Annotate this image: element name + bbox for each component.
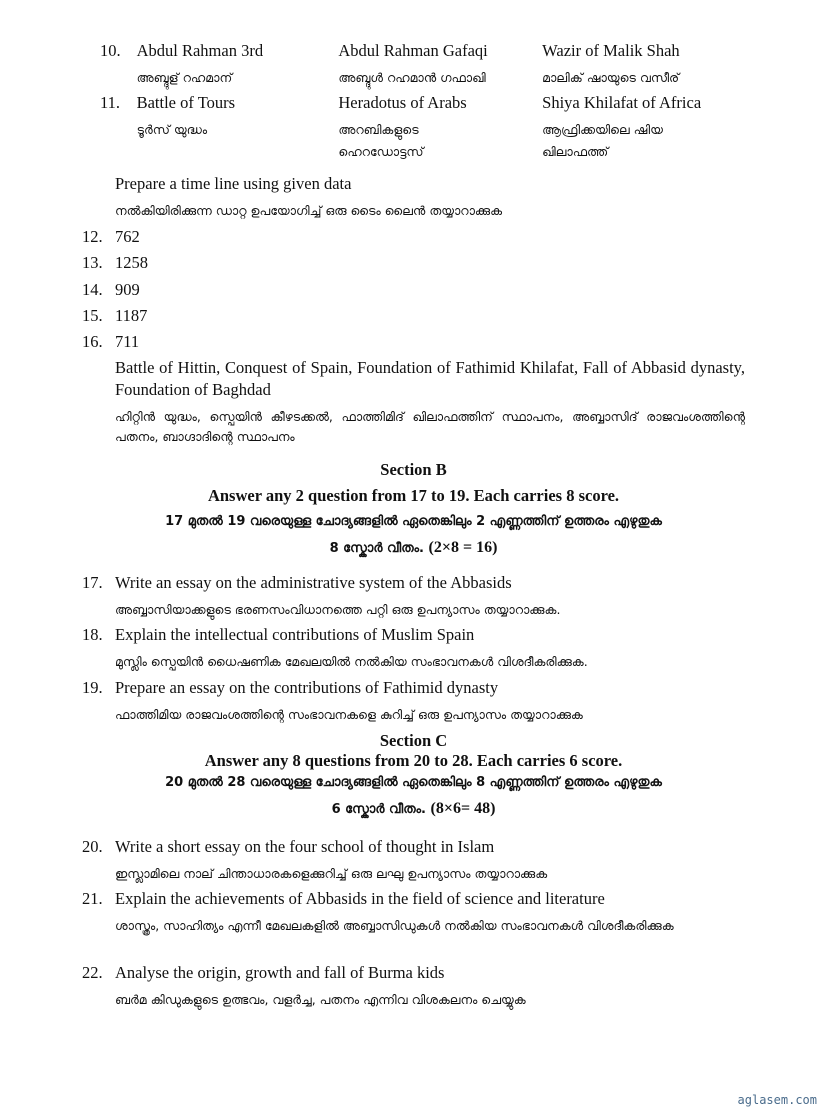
row-number: 11. <box>100 93 121 112</box>
timeline-instruction-ml: നൽകിയിരിക്കുന്ന ഡാറ്റ ഉപയോഗിച്ച് ഒരു ടൈം ലൈൻ തയ്യാറാക്കുക <box>115 203 503 218</box>
question-ml: മുസ്ലിം സ്പെയിൻ ധൈഷണിക മേഖലയിൽ നൽകിയ സംഭാവനകൾ വിശദീകരിക്കുക. <box>115 654 588 669</box>
timeline-options: Battle of Hittin, Conquest of Spain, Foundation of Fathimid Khilafat, Fall of Abbasid dynasty, Foundation of Baghdad <box>115 358 745 399</box>
table-row <box>100 92 740 114</box>
list-item: 12. 762 <box>82 227 140 246</box>
list-item: 15. 1187 <box>82 306 148 325</box>
question: 22. Analyse the origin, growth and fall of Burma kids <box>82 963 445 982</box>
section-b-title: Section B <box>380 460 447 479</box>
question: 20. Write a short essay on the four school of thought in Islam <box>82 837 495 856</box>
cell: Abdul Rahman 3rd <box>136 41 264 60</box>
cell: Shiya Khilafat of Africa <box>542 93 702 112</box>
section-c-instruction: Answer any 8 questions from 20 to 28. Each carries 6 score. <box>204 751 623 770</box>
section-c-title: Section C <box>379 731 448 750</box>
timeline-options-ml: ഹിറ്റിൻ യുദ്ധം, സ്പെയിൻ കീഴടക്കൽ, ഫാത്തിമിദ് ഖിലാഫത്തിന് സ്ഥാപനം, അബ്ബാസിദ് രാജവംശത്തിന്റെ പതനം, ബാഗ്ദാദിന്റെ സ്ഥാപനം <box>115 409 745 444</box>
score-formula: (8×6= 48) <box>430 800 496 817</box>
cell-ml: അബ്ദുൾ റഹമാൻ ഗഫാഖി <box>338 70 486 85</box>
cell-ml: അറബികളുടെ ഹെറഡോട്ടസ് <box>338 122 424 159</box>
question-ml: ഫാത്തിമിയ രാജവംശത്തിന്റെ സംഭാവനകളെ കുറിച്ച് ഒരു ഉപന്യാസം തയ്യാറാക്കുക <box>115 707 583 722</box>
year-value: 1258 <box>115 253 148 272</box>
year-value: 762 <box>115 227 140 246</box>
year-value: 1187 <box>115 306 148 325</box>
list-item: 13. 1258 <box>82 253 148 272</box>
score-ml: 8 സ്കോർ വീതം. <box>329 541 424 556</box>
year-value: 909 <box>115 280 140 299</box>
cell-ml: അബ്ദുള് റഹമാന് <box>136 70 233 85</box>
cell: Heradotus of Arabs <box>338 93 467 112</box>
section-b-instruction: Answer any 2 question from 17 to 19. Each carries 8 score. <box>207 486 620 505</box>
question: 18. Explain the intellectual contributions of Muslim Spain <box>82 625 475 644</box>
score-formula: (2×8 = 16) <box>428 539 498 556</box>
table-row-ml <box>100 119 740 163</box>
section-b-score <box>0 537 827 560</box>
watermark: aglasem.com <box>737 1093 817 1107</box>
cell: Abdul Rahman Gafaqi <box>338 41 488 60</box>
cell: Battle of Tours <box>136 93 236 112</box>
timeline-instruction: Prepare a time line using given data <box>115 174 352 193</box>
section-c-score <box>0 798 827 821</box>
question-ml: ശാസ്ത്രം, സാഹിത്യം എന്നീ മേഖലകളിൽ അബ്ബാസിഡുകൾ നൽകിയ സംഭാവനകൾ വിശദീകരിക്കുക <box>115 918 674 933</box>
year-value: 711 <box>115 332 140 351</box>
list-item: 14. 909 <box>82 280 140 299</box>
cell-ml: ടൂർസ് യുദ്ധം <box>136 122 208 137</box>
cell-ml: ആഫ്രിക്കയിലെ ഷിയ ഖിലാഫത്ത് <box>542 122 663 159</box>
question: 19. Prepare an essay on the contributions of Fathimid dynasty <box>82 678 499 697</box>
question-ml: ബർമ കിഡുകളുടെ ഉത്ഭവം, വളർച്ച, പതനം എന്നിവ വിശകലനം ചെയ്യുക <box>115 992 526 1007</box>
table-row <box>100 40 740 62</box>
match-table <box>100 40 740 165</box>
question-ml: അബ്ബാസിയാക്കളുടെ ഭരണസംവിധാനത്തെ പറ്റി ഒരു ഉപന്യാസം തയ്യാറാക്കുക. <box>115 602 561 617</box>
score-ml: 6 സ്കോർ വീതം. <box>331 802 426 817</box>
list-item: 16. 711 <box>82 332 140 351</box>
section-b-instruction-ml: 17 മുതൽ 19 വരെയുള്ള ചോദ്യങ്ങളിൽ ഏതെങ്കിലും 2 എണ്ണത്തിന് ഉത്തരം എഴുതുക <box>165 514 662 529</box>
table-row-ml <box>100 67 740 89</box>
row-number: 10. <box>100 41 121 60</box>
question: 21. Explain the achievements of Abbasids in the field of science and literature <box>82 889 605 908</box>
cell: Wazir of Malik Shah <box>542 41 680 60</box>
question-ml: ഇസ്ലാമിലെ നാല് ചിന്താധാരകളെക്കുറിച്ച് ഒരു ലഘു ഉപന്യാസം തയ്യാറാക്കുക <box>115 866 548 881</box>
section-c-instruction-ml: 20 മുതൽ 28 വരെയുള്ള ചോദ്യങ്ങളിൽ ഏതെങ്കിലും 8 എണ്ണത്തിന് ഉത്തരം എഴുതുക <box>165 775 662 790</box>
cell-ml: മാലിക് ഷായുടെ വസീര് <box>542 70 680 85</box>
question: 17. Write an essay on the administrative system of the Abbasids <box>82 573 512 592</box>
